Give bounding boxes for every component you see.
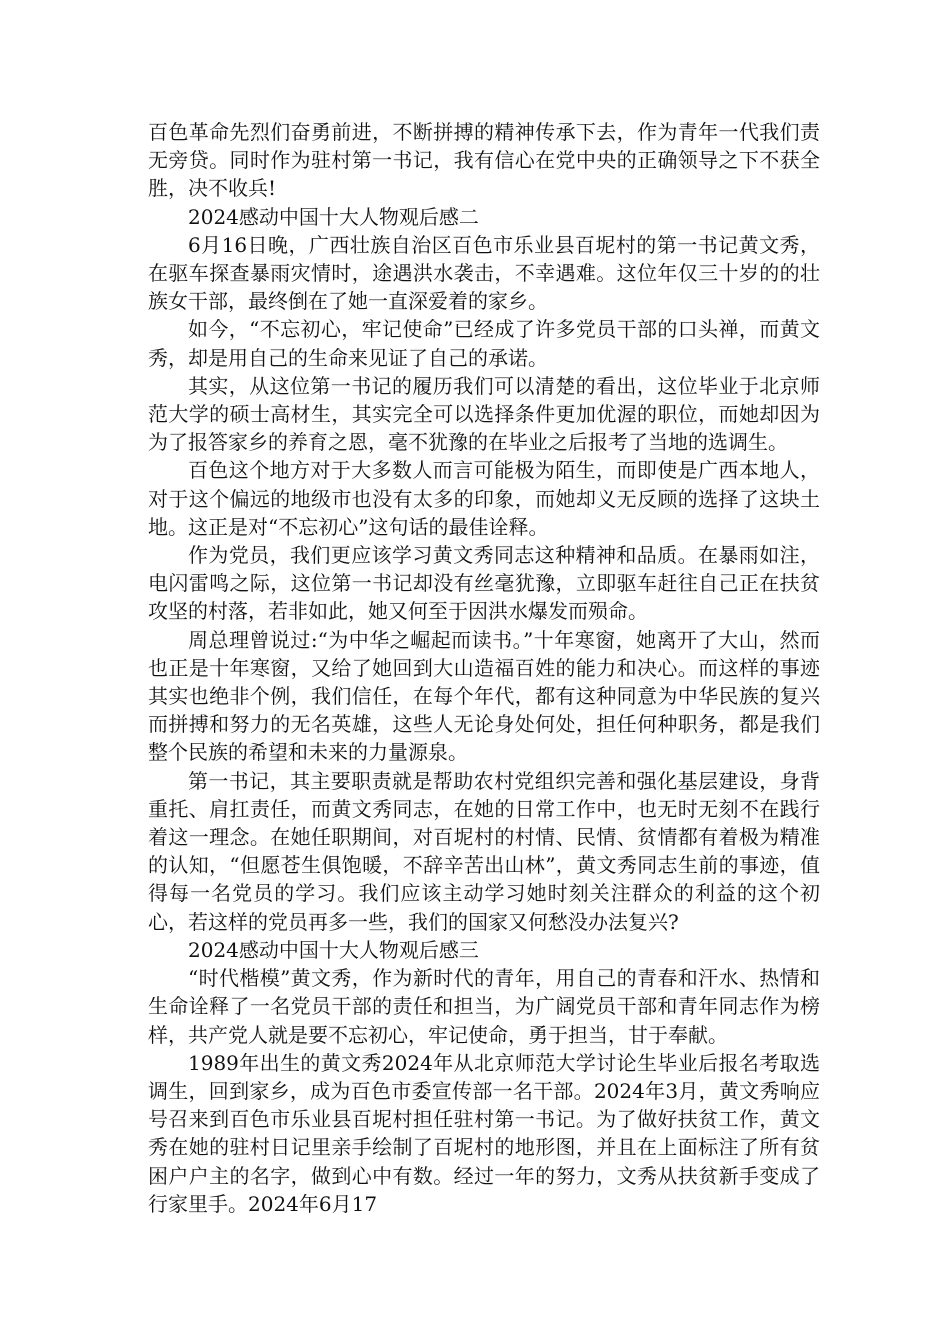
paragraph: 第一书记，其主要职责就是帮助农村党组织完善和强化基层建设，身背重托、肩扛责任，而黄文秀同志，在她的日常工作中，也无时无刻不在践行着这一理念。在她任职期间，对百坭村的村情、民情、贫情都有着极为精准的认知，“但愿苍生俱饱暖，不辞辛苦出山林”，黄文秀同志生前的事迹，值得每一名党员的学习。我们应该主动学习她时刻关注群众的利益的这个初心，若这样的党员再多一些，我们的国家又何愁没办法复兴? [148,768,820,934]
section-heading: 2024感动中国十大人物观后感三 [188,937,479,962]
paragraph: 其实，从这位第一书记的履历我们可以清楚的看出，这位毕业于北京师范大学的硕士高材生，其实完全可以选择条件更加优渥的职位，而她却因为为了报答家乡的养育之恩，毫不犹豫的在毕业之后报考了当地的选调生。 [148,373,820,455]
paragraph: 1989年出生的黄文秀2024年从北京师范大学讨论生毕业后报名考取选调生，回到家乡，成为百色市委宣传部一名干部。2024年3月，黄文秀响应号召来到百色市乐业县百坭村担任驻村第一书记。为了做好扶贫工作，黄文秀在她的驻村日记里亲手绘制了百坭村的地形图，并且在上面标注了所有贫困户户主的名字，做到心中有数。经过一年的努力，文秀从扶贫新手变成了行家里手。2024年6月17 [148,1050,820,1216]
paragraph: 6月16日晚，广西壮族自治区百色市乐业县百坭村的第一书记黄文秀，在驱车探查暴雨灾情时，途遇洪水袭击，不幸遇难。这位年仅三十岁的的壮族女干部，最终倒在了她一直深爱着的家乡。 [148,232,820,314]
paragraph: “时代楷模”黄文秀，作为新时代的青年，用自己的青春和汗水、热情和生命诠释了一名党员干部的责任和担当，为广阔党员干部和青年同志作为榜样，共产党人就是要不忘初心，牢记使命，勇于担当，甘于奉献。 [148,966,820,1047]
paragraph: 百色革命先烈们奋勇前进，不断拼搏的精神传承下去，作为青年一代我们责无旁贷。同时作为驻村第一书记，我有信心在党中央的正确领导之下不获全胜，决不收兵! [148,120,820,201]
paragraph: 作为党员，我们更应该学习黄文秀同志这种精神和品质。在暴雨如注，电闪雷鸣之际，这位第一书记却没有丝毫犹豫，立即驱车赶往自己正在扶贫攻坚的村落，若非如此，她又何至于因洪水爆发而殒命。 [148,543,820,624]
paragraph: 如今，“不忘初心，牢记使命”已经成了许多党员干部的口头禅，而黄文秀，却是用自己的生命来见证了自己的承诺。 [148,317,820,370]
paragraph: 百色这个地方对于大多数人而言可能极为陌生，而即使是广西本地人，对于这个偏远的地级市也没有太多的印象，而她却义无反顾的选择了这块土地。这正是对“不忘初心”这句话的最佳诠释。 [148,458,820,539]
document-page [148,118,820,1218]
section-heading: 2024感动中国十大人物观后感二 [188,204,479,229]
paragraph: 周总理曾说过:“为中华之崛起而读书。”十年寒窗，她离开了大山，然而也正是十年寒窗，又给了她回到大山造福百姓的能力和决心。而这样的事迹其实也绝非个例，我们信任，在每个年代，都有这种同意为中华民族的复兴而拼搏和努力的无名英雄，这些人无论身处何处，担任何种职务，都是我们整个民族的希望和未来的力量源泉。 [148,627,820,765]
